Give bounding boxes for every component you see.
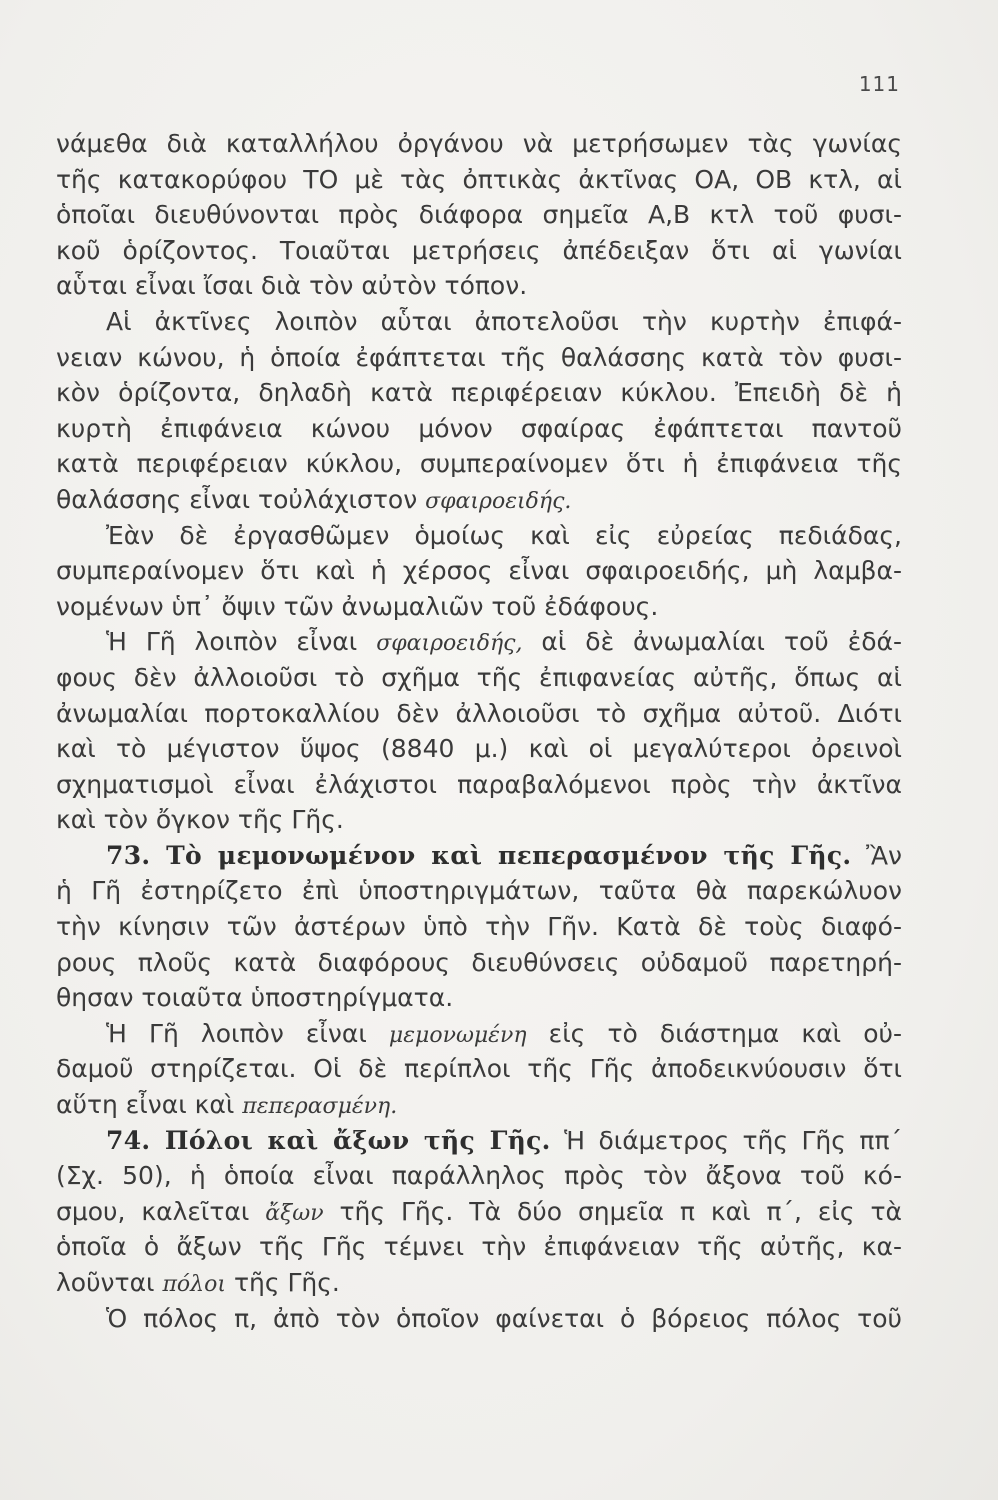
section-title: Τὸ μεμονωμένον καὶ πεπερασμένον τῆς Γῆς. bbox=[150, 840, 852, 870]
text-line bbox=[56, 624, 902, 660]
page-number: 111 bbox=[858, 72, 900, 96]
text-line bbox=[56, 1087, 902, 1123]
emphasis-term: σφαιροειδής. bbox=[425, 488, 572, 514]
text-line: τὴν κίνησιν τῶν ἀστέρων ὑπὸ τὴν Γῆν. Κατὰ δὲ τοὺς διαφό- bbox=[56, 912, 902, 942]
text-run: τῆς Γῆς. Τὰ δύο σημεῖα π καὶ π´, εἰς τὰ bbox=[323, 1196, 902, 1226]
emphasis-term: σφαιροειδής, bbox=[376, 631, 523, 657]
section-title: Πόλοι καὶ ἄξων τῆς Γῆς. bbox=[150, 1125, 551, 1155]
text-run: λοῦνται bbox=[56, 1268, 163, 1297]
text-line: κυρτὴ ἐπιφάνεια κώνου μόνον σφαίρας ἐφάπτεται παντοῦ bbox=[56, 413, 902, 443]
text-line: Ὁ πόλος π, ἀπὸ τὸν ὁποῖον φαίνεται ὁ βόρειος πόλος τοῦ bbox=[106, 1303, 902, 1333]
text-line: κοῦ ὁρίζοντος. Τοιαῦται μετρήσεις ἀπέδειξαν ὅτι αἱ γωνίαι bbox=[56, 235, 902, 265]
body-text bbox=[56, 126, 902, 1336]
text-run: Ἡ Γῆ λοιπὸν εἶναι bbox=[106, 1018, 389, 1048]
text-line: ρους πλοῦς κατὰ διαφόρους διευθύνσεις οὐδαμοῦ παρετηρή- bbox=[56, 947, 902, 977]
text-line: Αἱ ἀκτῖνες λοιπὸν αὗται ἀποτελοῦσι τὴν κυρτὴν ἐπιφά- bbox=[106, 306, 902, 336]
section-heading-73 bbox=[56, 838, 902, 874]
text-line: συμπεραίνομεν ὅτι καὶ ἡ χέρσος εἶναι σφαιροειδής, μὴ λαμβα- bbox=[56, 556, 902, 586]
text-line: δαμοῦ στηρίζεται. Οἱ δὲ περίπλοι τῆς Γῆς ἀποδεικνύουσιν ὅτι bbox=[56, 1054, 902, 1084]
text-line: ἡ Γῆ ἐστηρίζετο ἐπὶ ὑποστηριγμάτων, ταῦτα θὰ παρεκώλυον bbox=[56, 876, 902, 906]
emphasis-term: ἄξων bbox=[265, 1200, 324, 1226]
text-line: (Σχ. 50), ἡ ὁποία εἶναι παράλληλος πρὸς τὸν ἄξονα τοῦ κό- bbox=[56, 1161, 902, 1191]
text-run: σμου, καλεῖται bbox=[56, 1196, 266, 1226]
emphasis-term: πεπερασμένη. bbox=[242, 1094, 398, 1120]
text-run: Ἡ Γῆ λοιπὸν εἶναι bbox=[106, 627, 377, 657]
text-run: θαλάσσης εἶναι τοὐλάχιστον bbox=[56, 484, 426, 514]
text-line: ἀνωμαλίαι πορτοκαλλίου δὲν ἀλλοιοῦσι τὸ σχῆμα αὐτοῦ. Διότι bbox=[56, 698, 902, 728]
text-run: Ἂν bbox=[851, 840, 902, 870]
text-line: φους δὲν ἀλλοιοῦσι τὸ σχῆμα τῆς ἐπιφανείας αὐτῆς, ὅπως αἱ bbox=[56, 662, 902, 692]
text-line bbox=[56, 1265, 902, 1301]
text-line: ὁποῖα ὁ ἄξων τῆς Γῆς τέμνει τὴν ἐπιφάνειαν τῆς αὐτῆς, κα- bbox=[56, 1232, 902, 1262]
text-run: εἰς τὸ διάστημα καὶ οὐ- bbox=[526, 1018, 902, 1048]
text-line bbox=[56, 1016, 902, 1052]
text-line: σχηματισμοὶ εἶναι ἐλάχιστοι παραβαλόμενοι πρὸς τὴν ἀκτῖνα bbox=[56, 769, 902, 799]
text-line: νειαν κώνου, ἡ ὁποία ἐφάπτεται τῆς θαλάσσης κατὰ τὸν φυσι- bbox=[56, 342, 902, 372]
section-heading-74 bbox=[56, 1123, 902, 1159]
text-run: Ἡ διάμετρος τῆς Γῆς ππ´ bbox=[550, 1125, 902, 1155]
text-line bbox=[56, 482, 902, 518]
text-run: τῆς Γῆς. bbox=[226, 1268, 340, 1297]
text-line: θησαν τοιαῦτα ὑποστηρίγματα. bbox=[56, 983, 454, 1013]
text-line bbox=[56, 1194, 902, 1230]
text-line: Ἐὰν δὲ ἐργασθῶμεν ὁμοίως καὶ εἰς εὐρείας πεδιάδας, bbox=[106, 520, 902, 550]
text-line: καὶ τὸν ὄγκον τῆς Γῆς. bbox=[56, 805, 344, 835]
emphasis-term: πόλοι bbox=[162, 1272, 226, 1297]
section-number: 73. bbox=[106, 840, 151, 870]
text-run: αὕτη εἶναι καὶ bbox=[56, 1090, 243, 1120]
text-line: κὸν ὁρίζοντα, δηλαδὴ κατὰ περιφέρειαν κύκλου. Ἐπειδὴ δὲ ἡ bbox=[56, 378, 902, 408]
text-line: καὶ τὸ μέγιστον ὕψος (8840 μ.) καὶ οἱ μεγαλύτεροι ὀρεινοὶ bbox=[56, 734, 902, 764]
text-line: νάμεθα διὰ καταλλήλου ὀργάνου νὰ μετρήσωμεν τὰς γωνίας bbox=[56, 129, 902, 158]
section-number: 74. bbox=[106, 1125, 151, 1155]
text-line: νομένων ὑπ᾽ ὄψιν τῶν ἀνωμαλιῶν τοῦ ἐδάφους. bbox=[56, 591, 659, 621]
text-line: κατὰ περιφέρειαν κύκλου, συμπεραίνομεν ὅτι ἡ ἐπιφάνεια τῆς bbox=[56, 449, 902, 479]
text-line: τῆς κατακορύφου ΤΟ μὲ τὰς ὀπτικὰς ἀκτῖνας ΟΑ, ΟΒ κτλ, αἱ bbox=[56, 164, 902, 194]
text-run: αἱ δὲ ἀνωμαλίαι τοῦ ἐδά- bbox=[522, 627, 902, 657]
emphasis-term: μεμονωμένη bbox=[388, 1022, 527, 1048]
text-line: ὁποῖαι διευθύνονται πρὸς διάφορα σημεῖα Α,Β κτλ τοῦ φυσι- bbox=[56, 200, 902, 230]
text-line: αὗται εἶναι ἴσαι διὰ τὸν αὐτὸν τόπον. bbox=[56, 271, 528, 301]
